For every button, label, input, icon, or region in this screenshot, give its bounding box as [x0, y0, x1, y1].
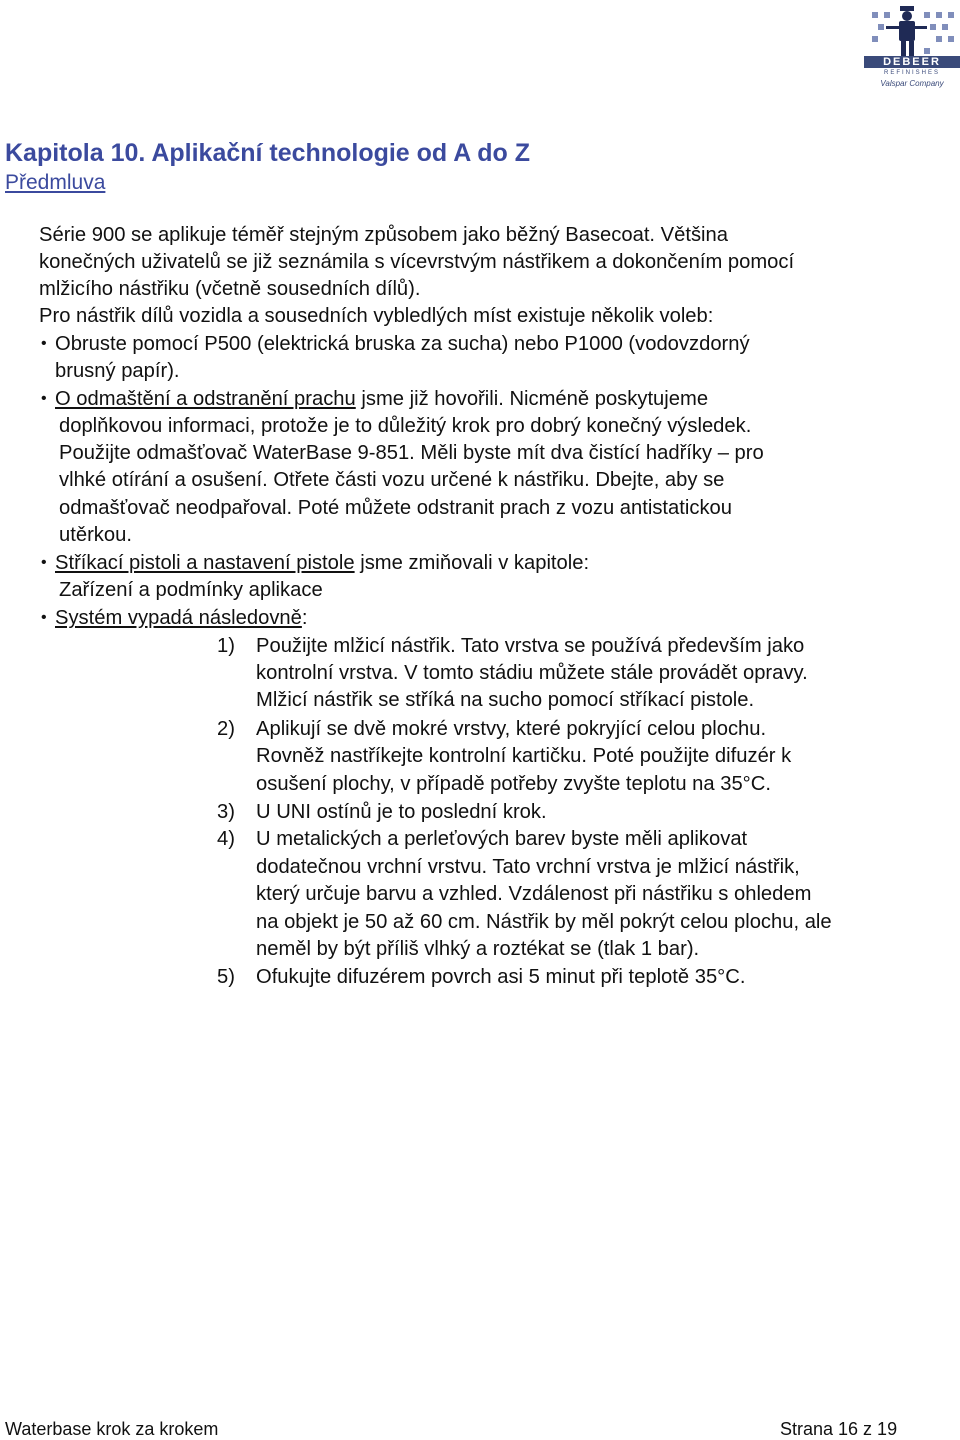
intro-line: Pro nástřik dílů vozidla a sousedních vybledlých míst existuje několik voleb: [39, 305, 714, 327]
step-text: na objekt je 50 až 60 cm. Nástřik by měl pokrýt celou plochu, ale [256, 911, 832, 933]
bullet-text: utěrkou. [59, 524, 132, 546]
bullet-text: odmašťovač neodpařoval. Poté můžete odstranit prach z vozu antistatickou [59, 497, 733, 519]
step-number: 1) [217, 635, 235, 657]
bullet-text: Systém vypadá následovně: [55, 607, 308, 629]
step-text: kontrolní vrstva. V tomto stádiu můžete stále provádět opravy. [256, 662, 808, 684]
bullet-icon: • [41, 335, 47, 352]
step-text: Mlžicí nástřik se stříká na sucho pomocí stříkací pistole. [256, 689, 755, 711]
system-link[interactable]: Systém vypadá následovně [55, 607, 302, 629]
logo-name: DEBEER [864, 56, 960, 68]
bullet-text: doplňkovou informaci, protože je to důležitý krok pro dobrý konečný výsledek. [59, 415, 752, 437]
step-number: 4) [217, 828, 235, 850]
intro-line: konečných uživatelů se již seznámila s vícevrstvým nástřikem a dokončením pomocí [39, 251, 795, 273]
painter-figure-icon [864, 2, 960, 62]
intro-line: Série 900 se aplikuje téměř stejným způsobem jako běžný Basecoat. Většina [39, 224, 728, 246]
step-number: 2) [217, 718, 235, 740]
bullet-icon: • [41, 609, 47, 626]
step-number: 3) [217, 801, 235, 823]
step-text: U metalických a perleťových barev byste měli aplikovat [256, 828, 748, 850]
step-text: osušení plochy, v případě potřeby zvyšte teplotu na 35°C. [256, 773, 771, 795]
step-text: který určuje barvu a vzhled. Vzdálenost při nástřiku s ohledem [256, 883, 812, 905]
step-text: dodatečnou vrchní vrstvu. Tato vrchní vrstva je mlžicí nástřik, [256, 856, 800, 878]
bullet-text: brusný papír). [55, 360, 180, 382]
company-logo [864, 2, 960, 94]
footer-page-number: Strana 16 z 19 [780, 1419, 898, 1439]
logo-company: Valspar Company [880, 79, 944, 88]
bullet-text: Použijte odmašťovač WaterBase 9-851. Měli byste mít dva čistící hadříky – pro [59, 442, 764, 464]
logo-tagline: REFINISHES [883, 70, 940, 76]
page-title: Kapitola 10. Aplikační technologie od A do Z [5, 139, 531, 167]
step-text: Použijte mlžicí nástřik. Tato vrstva se používá především jako [256, 635, 805, 657]
step-text: U UNI ostínů je to poslední krok. [256, 801, 547, 823]
step-number: 5) [217, 966, 235, 988]
degreasing-link[interactable]: O odmaštění a odstranění prachu [55, 388, 356, 410]
intro-line: mlžicího nástřiku (včetně sousedních dílů). [39, 278, 421, 300]
step-text: neměl by být příliš vlhký a roztékat se (tlak 1 bar). [256, 938, 700, 960]
bullet-text: vlhké otírání a osušení. Otřete části vozu určené k nástřiku. Dbejte, aby se [59, 469, 725, 491]
step-text: Rovněž nastříkejte kontrolní kartičku. Poté použijte difuzér k [256, 745, 792, 767]
bullet-icon: • [41, 390, 47, 407]
step-text: Ofukujte difuzérem povrch asi 5 minut při teplotě 35°C. [256, 966, 746, 988]
bullet-text: Obruste pomocí P500 (elektrická bruska za sucha) nebo P1000 (vodovzdorný [55, 333, 750, 355]
step-text: Aplikují se dvě mokré vrstvy, které pokryjící celou plochu. [256, 718, 767, 740]
bullet-icon: • [41, 554, 47, 571]
spray-gun-link[interactable]: Stříkací pistoli a nastavení pistole [55, 552, 355, 574]
bullet-text: O odmaštění a odstranění prachu jsme již hovořili. Nicméně poskytujeme [55, 388, 709, 410]
bullet-text: Stříkací pistoli a nastavení pistole jsme zmiňovali v kapitole: [55, 552, 590, 574]
page-subtitle: Předmluva [5, 171, 106, 194]
bullet-text: Zařízení a podmínky aplikace [59, 579, 323, 601]
footer-title: Waterbase krok za krokem [5, 1419, 219, 1439]
